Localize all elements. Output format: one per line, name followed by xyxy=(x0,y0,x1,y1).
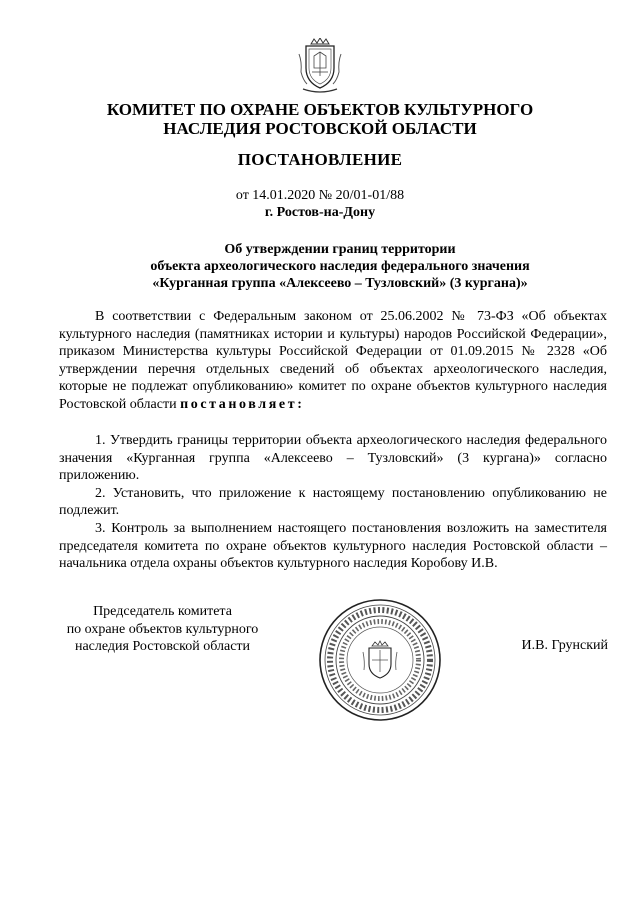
decree-item-1: 1. Утвердить границы территории объекта археологического наследия федерального значения «Курганная группа «Алексеево – Тузловский» (3 кургана)» согласно приложению. xyxy=(59,433,607,484)
issuing-authority-line-2: НАСЛЕДИЯ РОСТОВСКОЙ ОБЛАСТИ xyxy=(163,119,477,138)
signatory-title-line-1: Председатель комитета xyxy=(93,604,232,619)
decree-item-2: 2. Установить, что приложение к настоящему постановлению опубликованию не подлежит. xyxy=(59,485,607,519)
decree-items xyxy=(59,432,607,573)
signatory-name: И.В. Грунский xyxy=(521,638,608,653)
rostov-oblast-coat-of-arms-icon xyxy=(297,38,343,96)
subject-line-1: Об утверждении границ территории xyxy=(224,242,456,257)
signatory-title-line-3: наследия Ростовской области xyxy=(74,639,251,654)
preamble-paragraph xyxy=(59,308,607,414)
date-and-number: от 14.01.2020 № 20/01-01/88 xyxy=(235,188,405,203)
official-round-seal-icon xyxy=(318,598,442,722)
issuing-authority-line-1: КОМИТЕТ ПО ОХРАНЕ ОБЪЕКТОВ КУЛЬТУРНОГО xyxy=(106,100,534,119)
subject-line-2: объекта археологического наследия федерального значения xyxy=(150,259,530,274)
document-subject xyxy=(100,241,580,292)
preamble-text: В соответствии с Федеральным законом от 25.06.2002 № 73-ФЗ «Об объектах культурного наследия (памятниках истории и культуры) народов Российской Федерации», приказом Министерства культуры Российской Федерации от 01.09.2015 № 2328 «Об утверждении перечня отдельных сведений об объектах археологического наследия, которые не подлежат опубликованию» комитет по охране объектов культурного наследия Ростовской области xyxy=(59,309,607,412)
issuing-authority xyxy=(60,100,580,138)
subject-line-3: «Курганная группа «Алексеево – Тузловский» (3 кургана)» xyxy=(152,276,528,291)
document-type: ПОСТАНОВЛЕНИЕ xyxy=(237,150,403,169)
decree-item-3: 3. Контроль за выполнением настоящего постановления возложить на заместителя председателя комитета по охране объектов культурного наследия Ростовской области – начальника отдела охраны объектов культурного наследия Коробову И.В. xyxy=(59,520,607,572)
signatory-title xyxy=(55,603,270,656)
city: г. Ростов-на-Дону xyxy=(264,205,376,220)
signatory-title-line-2: по охране объектов культурного xyxy=(66,621,259,637)
decree-word: постановляет: xyxy=(180,396,305,412)
